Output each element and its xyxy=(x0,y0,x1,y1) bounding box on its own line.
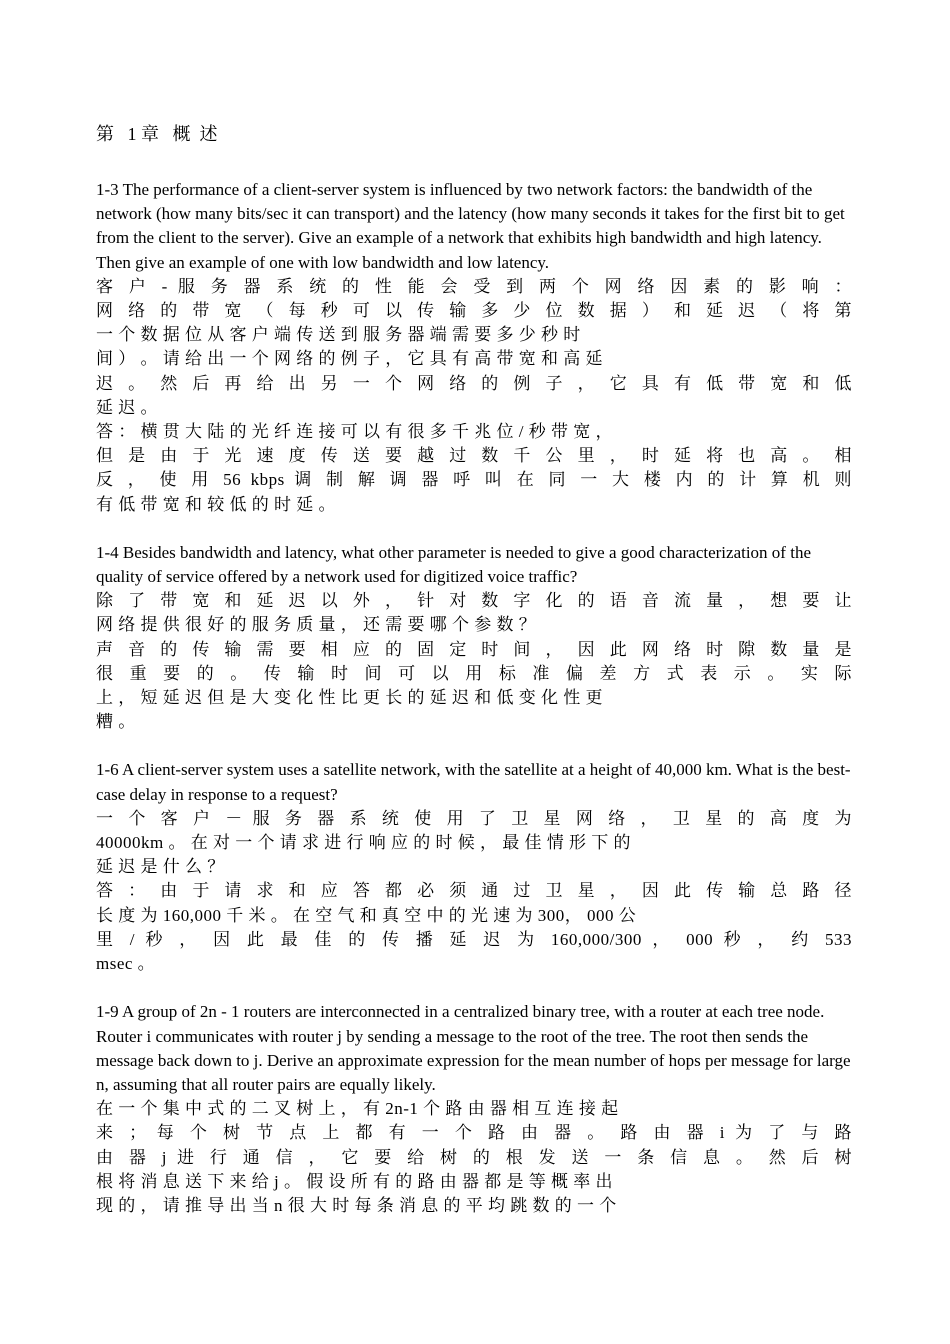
chinese-text-line: 一 个 数 据 位 从 客 户 端 传 送 到 服 务 器 端 需 要 多 少 秒 时 xyxy=(96,325,581,345)
chinese-text-line: 一 个 客 户 － 服 务 器 系 统 使 用 了 卫 星 网 络 ， 卫 星 的 高 度 为 xyxy=(96,808,852,828)
chinese-text-line: 现 的 ， 请 推 导 出 当 n 很 大 时 每 条 消 息 的 平 均 跳 数 的 一 个 xyxy=(96,1195,617,1215)
question-english-text: 1-3 The performance of a client-server system is influenced by two network factors: the bandwidth of the network (how many bits/sec it can transport) and the latency (how many seconds it takes for the first bit to get from the client to the server). Give an example of a network that exhibits high bandwidth and high latency. Then give an example of one with low bandwidth and low latency. xyxy=(96,180,845,272)
question-english-text: 1-9 A group of 2n - 1 routers are interconnected in a centralized binary tree, with a router at each tree node. Router i communicates with router j by sending a message to the root of the tree. The root then sends the message back down to j. Derive an approximate expression for the mean number of hops per message for large n, assuming that all router pairs are equally likely. xyxy=(96,1002,851,1094)
answer-text-line: 很 重 要 的 。 传 输 时 间 可 以 用 标 准 偏 差 方 式 表 示 。 实 际 xyxy=(96,663,852,683)
chinese-text-line: 迟 。 然 后 再 给 出 另 一 个 网 络 的 例 子 ， 它 具 有 低 带 宽 和 低 xyxy=(96,373,852,393)
answer-text-line: 有 低 带 宽 和 较 低 的 时 延 。 xyxy=(96,494,336,514)
document-page xyxy=(96,122,852,1242)
chinese-text-line: 客 户 - 服 务 器 系 统 的 性 能 会 受 到 两 个 网 络 因 素 的 影 响 ： xyxy=(96,276,852,296)
chinese-text-line: 根 将 消 息 送 下 来 给 j 。 假 设 所 有 的 路 由 器 都 是 等 概 率 出 xyxy=(96,1171,613,1191)
chinese-text-line: 在 一 个 集 中 式 的 二 叉 树 上 ， 有 2n-1 个 路 由 器 相 互 连 接 起 xyxy=(96,1099,619,1119)
chapter-title: 第 1 章 概 述 xyxy=(96,124,218,144)
chinese-text-line: 延 迟 是 什 么 ？ xyxy=(96,857,225,877)
chinese-text-line: 网 络 提 供 很 好 的 服 务 质 量 ， 还 需 要 哪 个 参 数 ？ xyxy=(96,615,537,635)
question-english-text: 1-6 A client-server system uses a satellite network, with the satellite at a height of 40,000 km. What is the best-case delay in response to a request? xyxy=(96,760,851,804)
answer-text-line: 答 ： 由 于 请 求 和 应 答 都 必 须 通 过 卫 星 ， 因 此 传 输 总 路 径 xyxy=(96,881,852,901)
answer-text-line: 但 是 由 于 光 速 度 传 送 要 越 过 数 千 公 里 ， 时 延 将 也 高 。 相 xyxy=(96,446,852,466)
question-english-text: 1-4 Besides bandwidth and latency, what other parameter is needed to give a good characterization of the quality of service offered by a network used for digitized voice traffic? xyxy=(96,542,811,587)
chinese-text-line: 间 ） 。 请 给 出 一 个 网 络 的 例 子 ， 它 具 有 高 带 宽 和 高 延 xyxy=(96,349,603,369)
question-1-3 xyxy=(96,178,852,517)
chinese-text-line: 延 迟 。 xyxy=(96,397,158,417)
answer-text-line: msec 。 xyxy=(96,954,156,974)
answer-text-line: 糟 。 xyxy=(96,712,136,732)
question-1-9 xyxy=(96,1000,852,1218)
question-1-6 xyxy=(96,758,852,976)
question-1-4 xyxy=(96,541,852,735)
answer-text-line: 上 ， 短 延 迟 但 是 大 变 化 性 比 更 长 的 延 迟 和 低 变 化 性 更 xyxy=(96,688,603,708)
answer-text-line: 答 ： 横 贯 大 陆 的 光 纤 连 接 可 以 有 很 多 千 兆 位 / 秒 带 宽 ， xyxy=(96,422,613,442)
chinese-text-line: 来 ； 每 个 树 节 点 上 都 有 一 个 路 由 器 。 路 由 器 i 为 了 与 路 xyxy=(96,1123,852,1143)
chinese-text-line: 除 了 带 宽 和 延 迟 以 外 ， 针 对 数 字 化 的 语 音 流 量 ， 想 要 让 xyxy=(96,591,852,611)
chinese-text-line: 由 器 j 进 行 通 信 ， 它 要 给 树 的 根 发 送 一 条 信 息 。 然 后 树 xyxy=(96,1147,852,1167)
answer-text-line: 里 / 秒 ， 因 此 最 佳 的 传 播 延 迟 为 160,000/300 ， 000 秒 ， 约 533 xyxy=(96,929,852,949)
chinese-text-line: 网 络 的 带 宽 （ 每 秒 可 以 传 输 多 少 位 数 据 ） 和 延 迟 （ 将 第 xyxy=(96,301,852,321)
answer-text-line: 反 ， 使 用 56 kbps 调 制 解 调 器 呼 叫 在 同 一 大 楼 内 的 计 算 机 则 xyxy=(96,470,852,490)
answer-text-line: 长 度 为 160,000 千 米 。 在 空 气 和 真 空 中 的 光 速 为 300， 000 公 xyxy=(96,905,637,925)
chinese-text-line: 40000km 。 在 对 一 个 请 求 进 行 响 应 的 时 候 ， 最 佳 情 形 下 的 xyxy=(96,833,631,853)
answer-text-line: 声 音 的 传 输 需 要 相 应 的 固 定 时 间 ， 因 此 网 络 时 隙 数 量 是 xyxy=(96,639,852,659)
